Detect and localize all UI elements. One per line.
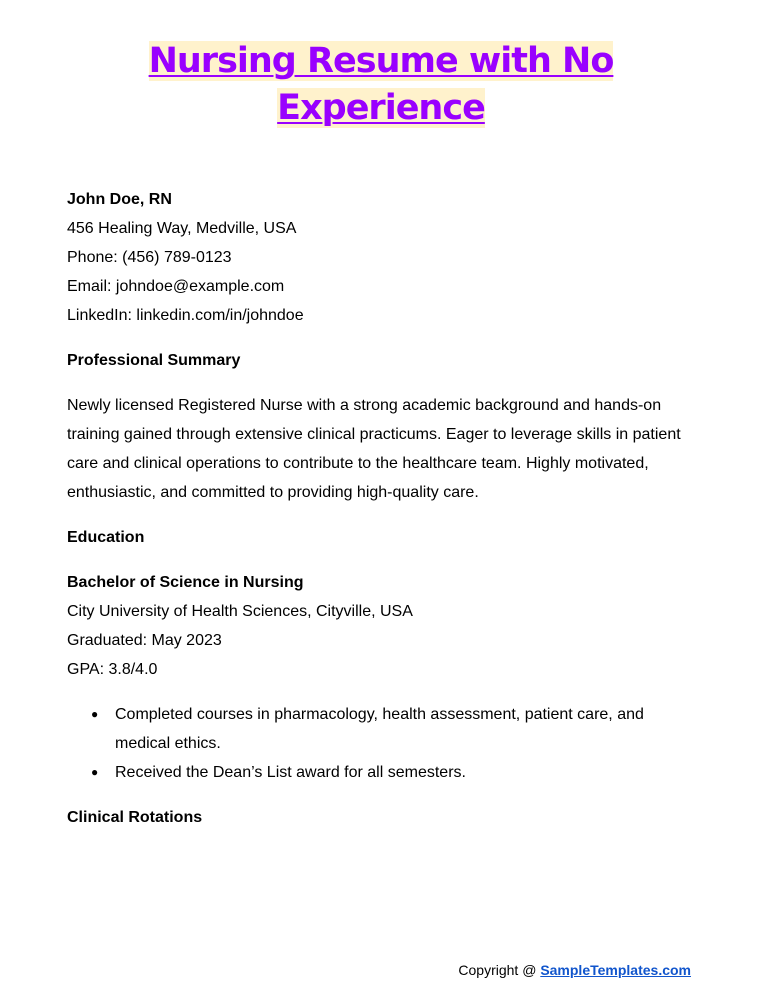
summary-heading: Professional Summary <box>67 352 241 369</box>
resume-body <box>67 185 697 832</box>
summary-line: care and clinical operations to contribute to the healthcare team. Highly motivated, <box>67 455 649 472</box>
list-item-text: Received the Dean’s List award for all semesters. <box>115 764 466 781</box>
summary-line: training gained through extensive clinical practicums. Eager to leverage skills in patient <box>67 426 681 443</box>
bullet-icon: ● <box>91 707 99 721</box>
contact-phone: Phone: (456) 789-0123 <box>67 249 232 266</box>
contact-name: John Doe, RN <box>67 191 172 208</box>
title-line-1: Nursing Resume with No <box>148 41 614 81</box>
education-gpa: GPA: 3.8/4.0 <box>67 661 158 678</box>
sampletemplates-link[interactable]: SampleTemplates.com <box>540 962 691 978</box>
education-heading: Education <box>67 529 145 546</box>
contact-email: Email: johndoe@example.com <box>67 278 285 295</box>
copyright-text: Copyright @ <box>458 962 541 978</box>
title-line-2: Experience <box>277 88 485 128</box>
education-bullet-list <box>67 700 697 787</box>
summary-line: Newly licensed Registered Nurse with a strong academic background and hands-on <box>67 397 662 414</box>
clinical-heading: Clinical Rotations <box>67 809 203 826</box>
list-item <box>67 758 697 787</box>
contact-linkedin: LinkedIn: linkedin.com/in/johndoe <box>67 307 304 324</box>
education-degree: Bachelor of Science in Nursing <box>67 574 304 591</box>
list-item-text: medical ethics. <box>115 735 221 752</box>
education-graduated: Graduated: May 2023 <box>67 632 222 649</box>
document-title <box>0 38 762 132</box>
copyright-footer <box>458 960 691 980</box>
summary-line: enthusiastic, and committed to providing high-quality care. <box>67 484 479 501</box>
list-item <box>67 700 697 758</box>
bullet-icon: ● <box>91 765 99 779</box>
contact-address: 456 Healing Way, Medville, USA <box>67 220 297 237</box>
list-item-text: Completed courses in pharmacology, health assessment, patient care, and <box>115 706 644 723</box>
education-school: City University of Health Sciences, Cityville, USA <box>67 603 413 620</box>
